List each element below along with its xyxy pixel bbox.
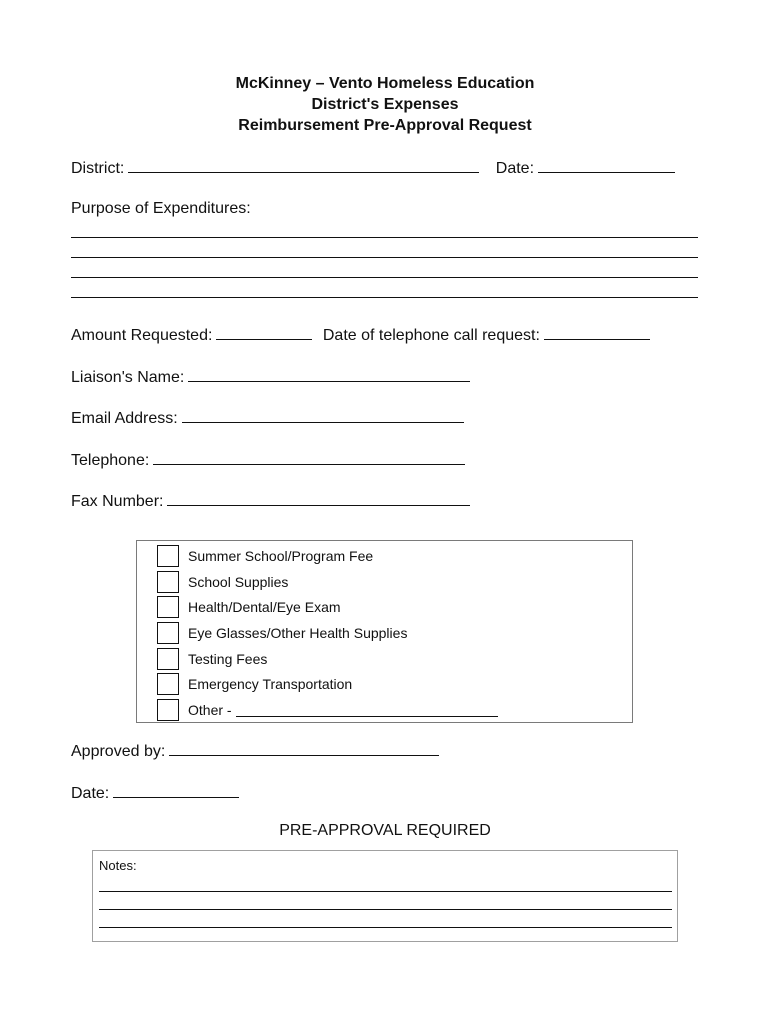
- purpose-line: [71, 218, 698, 238]
- date-field[interactable]: [538, 157, 675, 173]
- checkbox[interactable]: [157, 596, 179, 618]
- checkbox[interactable]: [157, 545, 179, 567]
- checkbox[interactable]: [157, 571, 179, 593]
- purpose-line: [71, 278, 698, 298]
- liaison-label: Liaison's Name:: [71, 369, 185, 386]
- purpose-field[interactable]: [71, 218, 698, 298]
- checklist-item: [157, 570, 288, 594]
- email-label: Email Address:: [71, 410, 178, 427]
- checklist-item: [157, 698, 498, 722]
- checklist-item: [157, 544, 373, 568]
- checklist-item-label: Summer School/Program Fee: [188, 548, 374, 564]
- amount-row: [71, 324, 650, 346]
- preapproval-notice: PRE-APPROVAL REQUIRED: [279, 822, 491, 839]
- checklist-item: [157, 595, 341, 619]
- district-field[interactable]: [128, 157, 479, 173]
- checkbox[interactable]: [157, 648, 179, 670]
- amount-field[interactable]: [216, 324, 312, 340]
- notes-line: [99, 909, 672, 910]
- checklist-item: [157, 647, 267, 671]
- checklist-item-label: Emergency Transportation: [188, 676, 353, 692]
- checklist-item: [157, 621, 407, 645]
- notes-label: Notes:: [99, 858, 137, 873]
- checkbox[interactable]: [157, 673, 179, 695]
- date-label: Date:: [495, 160, 535, 177]
- liaison-field[interactable]: [188, 366, 470, 382]
- district-label: District:: [71, 160, 125, 177]
- checklist-item-label: Eye Glasses/Other Health Supplies: [188, 625, 408, 641]
- amount-label: Amount Requested:: [71, 327, 213, 344]
- approval-date-row: [71, 782, 239, 804]
- form-title: [0, 73, 770, 136]
- email-field[interactable]: [182, 407, 464, 423]
- notes-line: [99, 927, 672, 928]
- checklist-item-label: Health/Dental/Eye Exam: [188, 599, 341, 615]
- purpose-line: [71, 258, 698, 278]
- notes-box[interactable]: [92, 850, 678, 942]
- district-row: [71, 157, 675, 179]
- checklist-item-label: School Supplies: [188, 574, 289, 590]
- title-line-1: McKinney – Vento Homeless Education: [235, 75, 535, 92]
- approved-row: [71, 740, 439, 762]
- checklist-item: [157, 672, 352, 696]
- checkbox[interactable]: [157, 622, 179, 644]
- telephone-label: Telephone:: [71, 452, 150, 469]
- fax-label: Fax Number:: [71, 493, 164, 510]
- title-line-2: District's Expenses: [311, 96, 459, 113]
- approved-label: Approved by:: [71, 743, 166, 760]
- purpose-label: Purpose of Expenditures:: [71, 200, 251, 217]
- checklist-item-label: Other -: [188, 702, 232, 718]
- telephone-row: [71, 449, 465, 471]
- other-field[interactable]: [236, 704, 498, 717]
- purpose-line: [71, 238, 698, 258]
- approved-field[interactable]: [169, 740, 439, 756]
- notes-line: [99, 891, 672, 892]
- telephone-field[interactable]: [153, 449, 465, 465]
- approval-date-field[interactable]: [113, 782, 239, 798]
- call-date-label: Date of telephone call request:: [322, 327, 540, 344]
- checklist-item-label: Testing Fees: [188, 651, 268, 667]
- fax-row: [71, 490, 470, 512]
- email-row: [71, 407, 464, 429]
- call-date-field[interactable]: [544, 324, 650, 340]
- fax-field[interactable]: [167, 490, 470, 506]
- checkbox[interactable]: [157, 699, 179, 721]
- expense-checklist: [136, 540, 633, 723]
- liaison-row: [71, 366, 470, 388]
- approval-date-label: Date:: [71, 785, 110, 802]
- title-line-3: Reimbursement Pre-Approval Request: [238, 117, 532, 134]
